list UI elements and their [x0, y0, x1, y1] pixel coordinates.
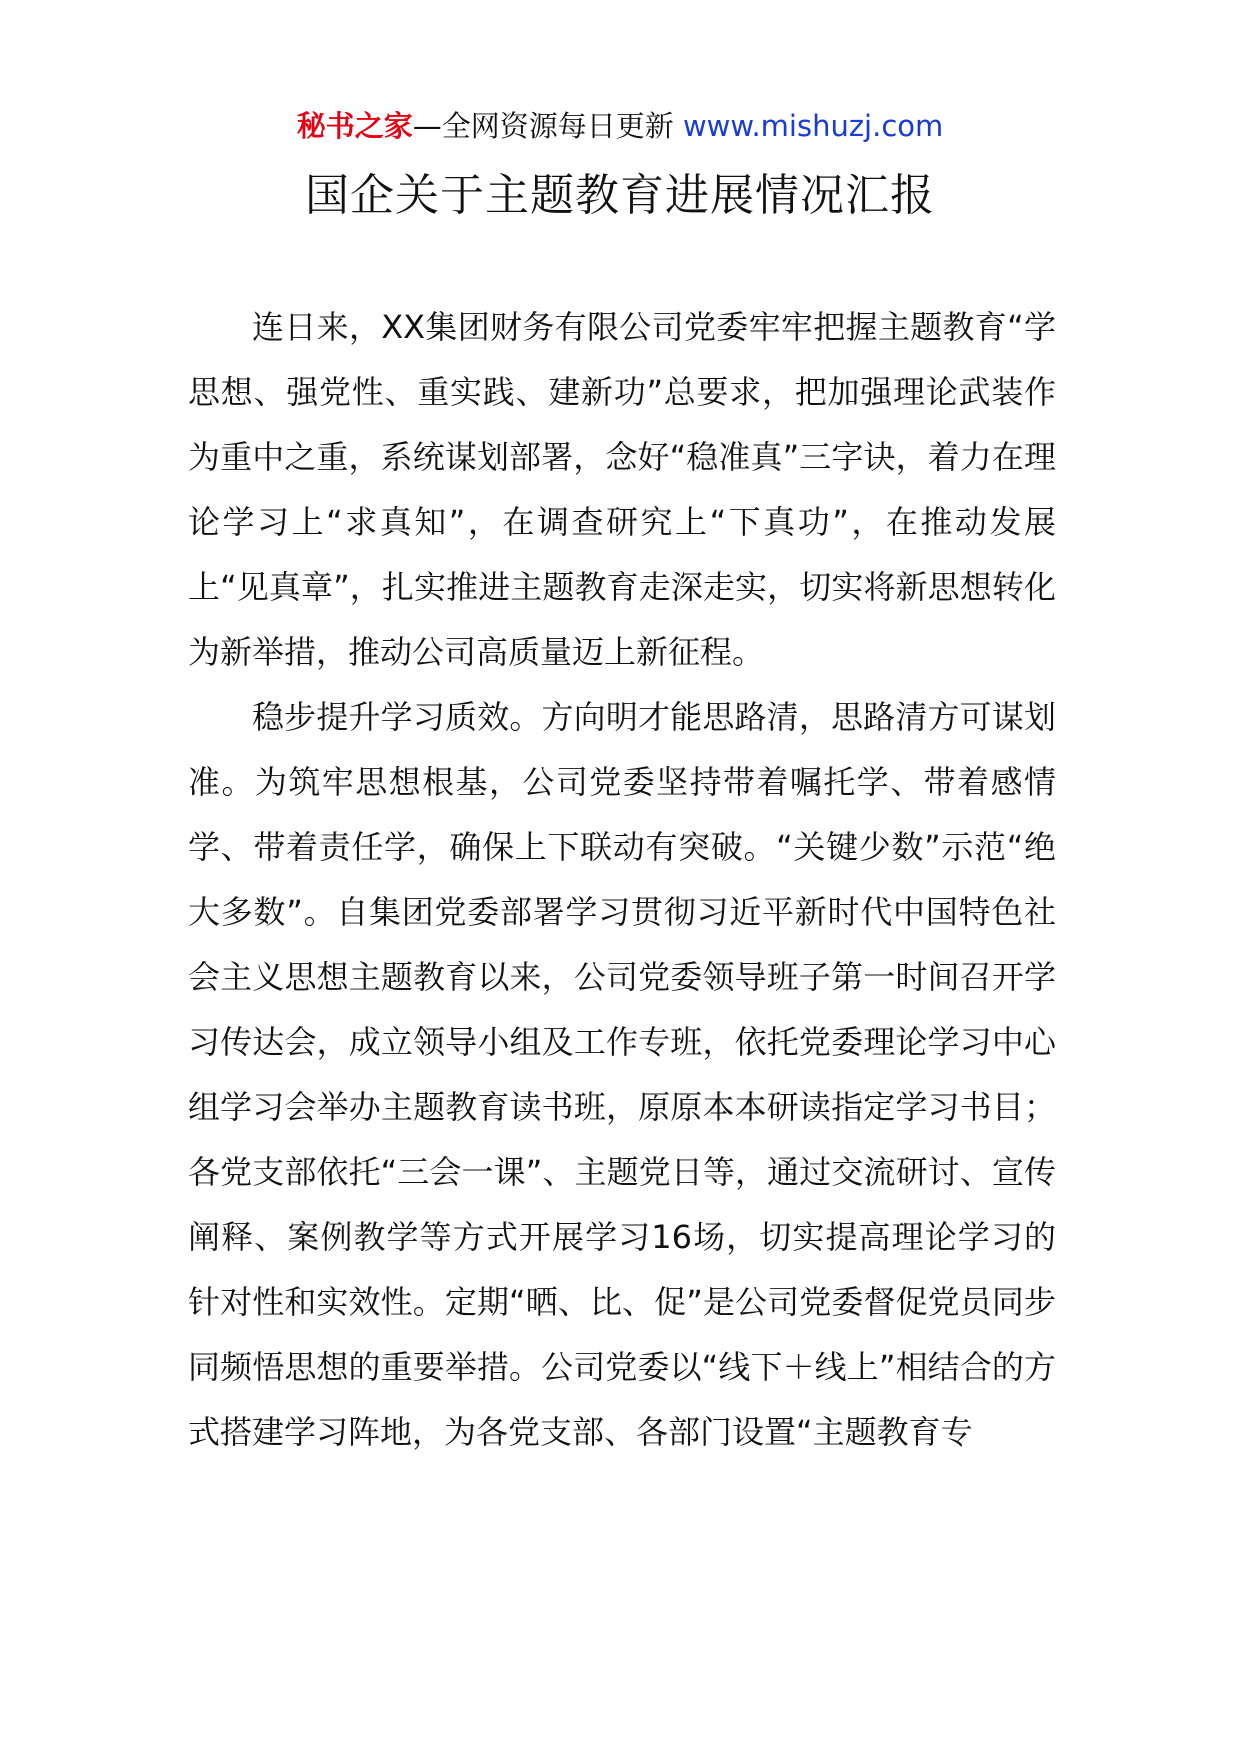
paragraph-intro: 连日来，XX集团财务有限公司党委牢牢把握主题教育“学思想、强党性、重实践、建新功”总要求，把加强理论武装作为重中之重，系统谋划部署，念好“稳准真”三字诀，着力在理论学习上“求真知”，在调查研究上“下真功”，在推动发展上“见真章”，扎实推进主题教育走深走实，切实将新思想转化为新举措，推动公司高质量迈上新征程。: [188, 308, 1056, 671]
document-body: [188, 295, 1056, 1465]
paragraph-study-quality: 稳步提升学习质效。方向明才能思路清，思路清方可谋划准。为筑牢思想根基，公司党委坚持带着嘱托学、带着感情学、带着责任学，确保上下联动有突破。“关键少数”示范“绝大多数”。自集团党委部署学习贯彻习近平新时代中国特色社会主义思想主题教育以来，公司党委领导班子第一时间召开学习传达会，成立领导小组及工作专班，依托党委理论学习中心组学习会举办主题教育读书班，原原本本研读指定学习书目；各党支部依托“三会一课”、主题党日等，通过交流研讨、宣传阐释、案例教学等方式开展学习16场，切实提高理论学习的针对性和实效性。定期“晒、比、促”是公司党委督促党员同步同频悟思想的重要举措。公司党委以“线下＋线上”相结合的方式搭建学习阵地，为各党支部、各部门设置“主题教育专: [188, 698, 1056, 1451]
brand-name: 秘书之家: [296, 109, 413, 143]
site-url-link[interactable]: www.mishuzj.com: [682, 109, 944, 143]
site-header: [0, 106, 1240, 146]
header-tagline: —全网资源每日更新: [412, 109, 683, 143]
document-title: 国企关于主题教育进展情况汇报: [305, 170, 935, 221]
